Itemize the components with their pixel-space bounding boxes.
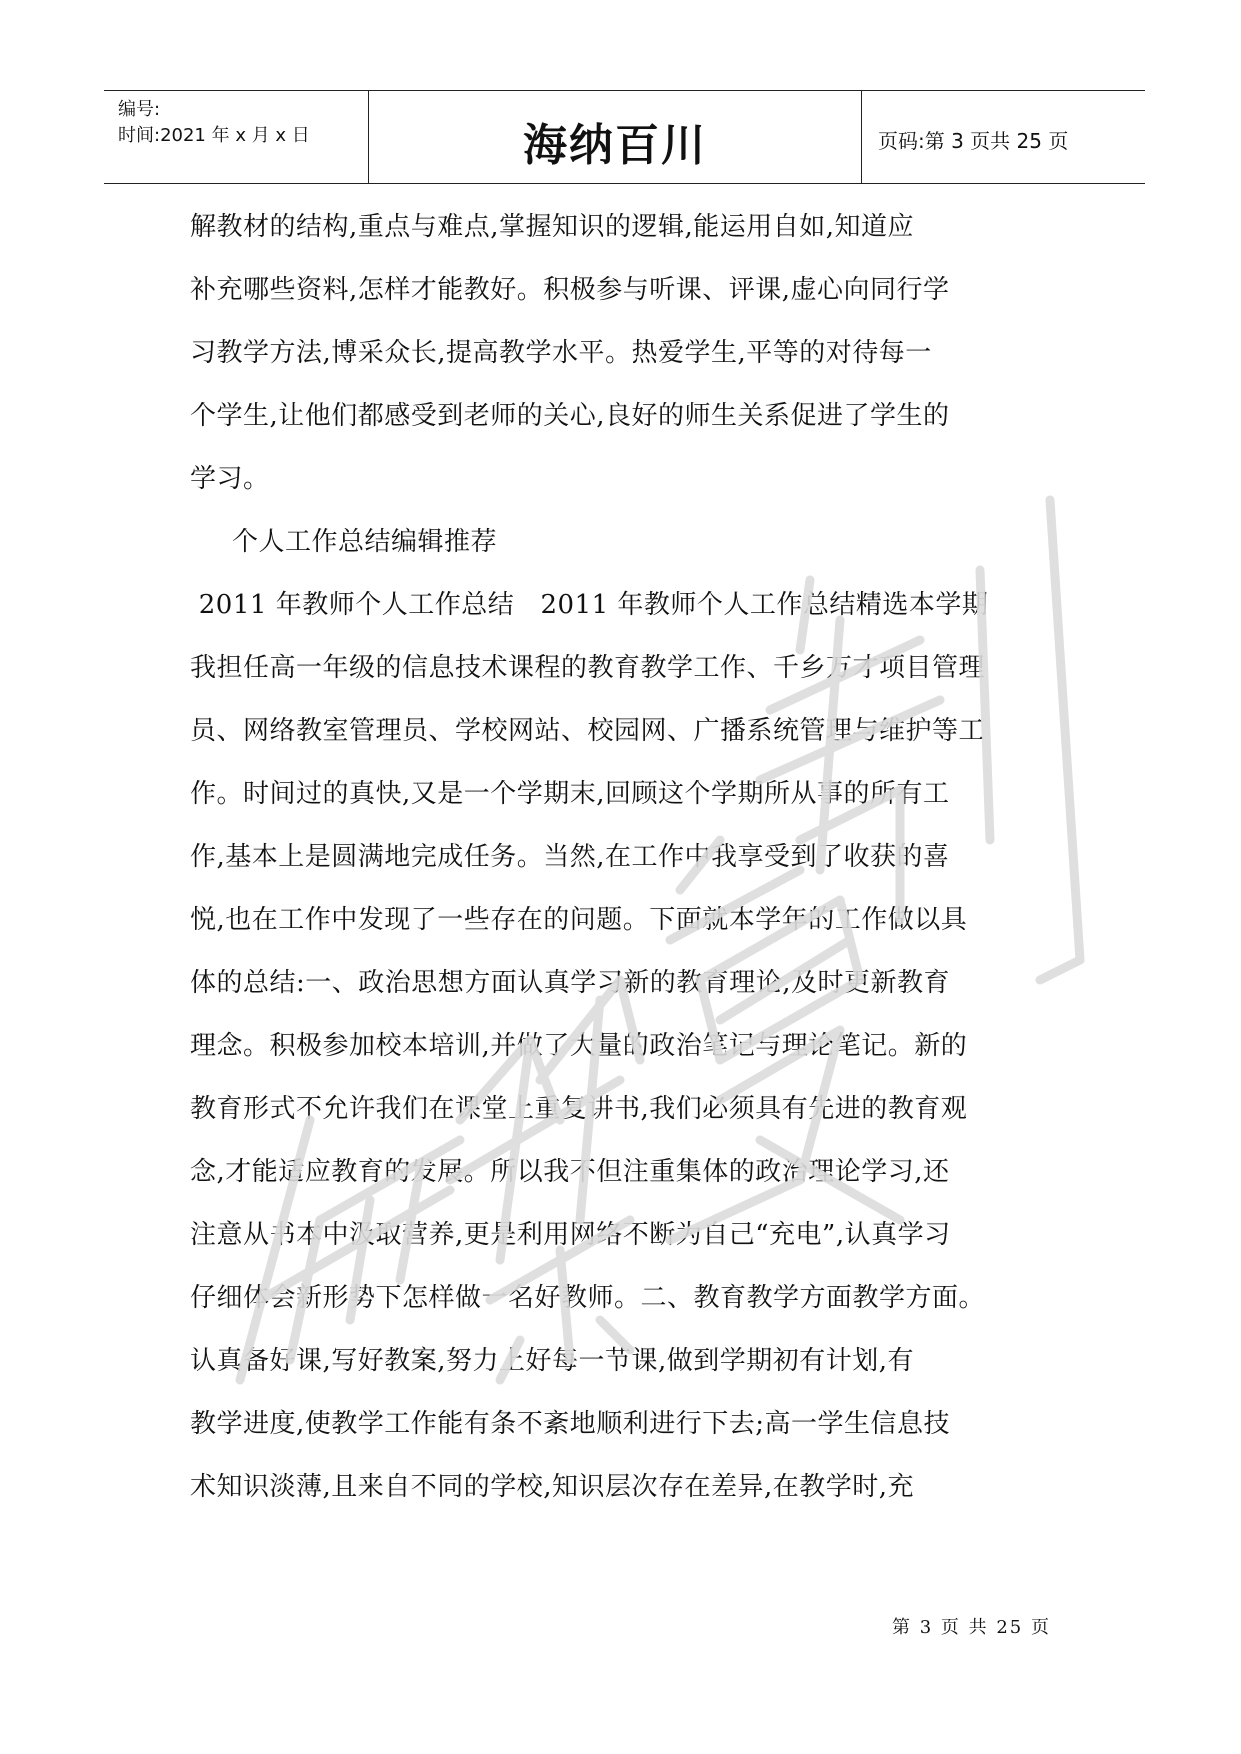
header-page-number: 页码:第 3 页共 25 页 [878,129,1069,153]
body-line: 我担任高一年级的信息技术课程的教育教学工作、千乡万才项目管理 [190,653,986,683]
header-title-cell [369,91,862,183]
body-line: 注意从书本中汲取营养,更是利用网络不断为自己“充电”,认真学习 [190,1220,951,1250]
body-line: 认真备好课,写好教案,努力上好每一节课,做到学期初有计划,有 [190,1346,915,1376]
header-left-cell [104,91,369,183]
body-line: 教育形式不允许我们在课堂上重复讲书,我们必须具有先进的教育观 [190,1094,968,1124]
body-line: 员、网络教室管理员、学校网站、校园网、广播系统管理与维护等工 [190,716,986,746]
body-line: 术知识淡薄,且来自不同的学校,知识层次存在差异,在教学时,充 [190,1472,915,1502]
body-line: 悦,也在工作中发现了一些存在的问题。下面就本学年的工作做以具 [190,905,968,935]
body-line: 解教材的结构,重点与难点,掌握知识的逻辑,能运用自如,知道应 [190,212,915,242]
body-line: 教学进度,使教学工作能有条不紊地顺利进行下去;高一学生信息技 [190,1409,951,1439]
body-line: 学习。 [190,464,270,494]
body-line: 习教学方法,博采众长,提高教学水平。热爱学生,平等的对待每一 [190,338,932,368]
body-line: 作。时间过的真快,又是一个学期末,回顾这个学期所从事的所有工 [190,779,950,809]
document-number-label: 编号: [118,99,161,120]
header-right-cell [862,91,1145,183]
page-footer: 第 3 页 共 25 页 [892,1617,1051,1638]
body-line: 念,才能适应教育的发展。所以我不但注重集体的政治理论学习,还 [190,1157,950,1187]
body-line: 仔细体会新形势下怎样做一名好教师。二、教育教学方面教学方面。 [190,1283,986,1313]
body-line: 理念。积极参加校本培训,并做了大量的政治笔记与理论笔记。新的 [190,1031,968,1061]
document-time-label: 时间:2021 年 x 月 x 日 [118,125,310,146]
body-line: 作,基本上是圆满地完成任务。当然,在工作中我享受到了收获的喜 [190,842,950,872]
body-line: 2011 年教师个人工作总结 2011 年教师个人工作总结精选本学期 [190,590,989,620]
body-line: 体的总结:一、政治思想方面认真学习新的教育理论,及时更新教育 [190,968,951,998]
body-line: 补充哪些资料,怎样才能教好。积极参与听课、评课,虚心向同行学 [190,275,950,305]
body-line: 个学生,让他们都感受到老师的关心,良好的师生关系促进了学生的 [190,401,950,431]
document-header [104,90,1145,184]
section-heading: 个人工作总结编辑推荐 [232,527,498,557]
header-title: 海纳百川 [523,120,707,171]
body-text [190,196,1070,1519]
